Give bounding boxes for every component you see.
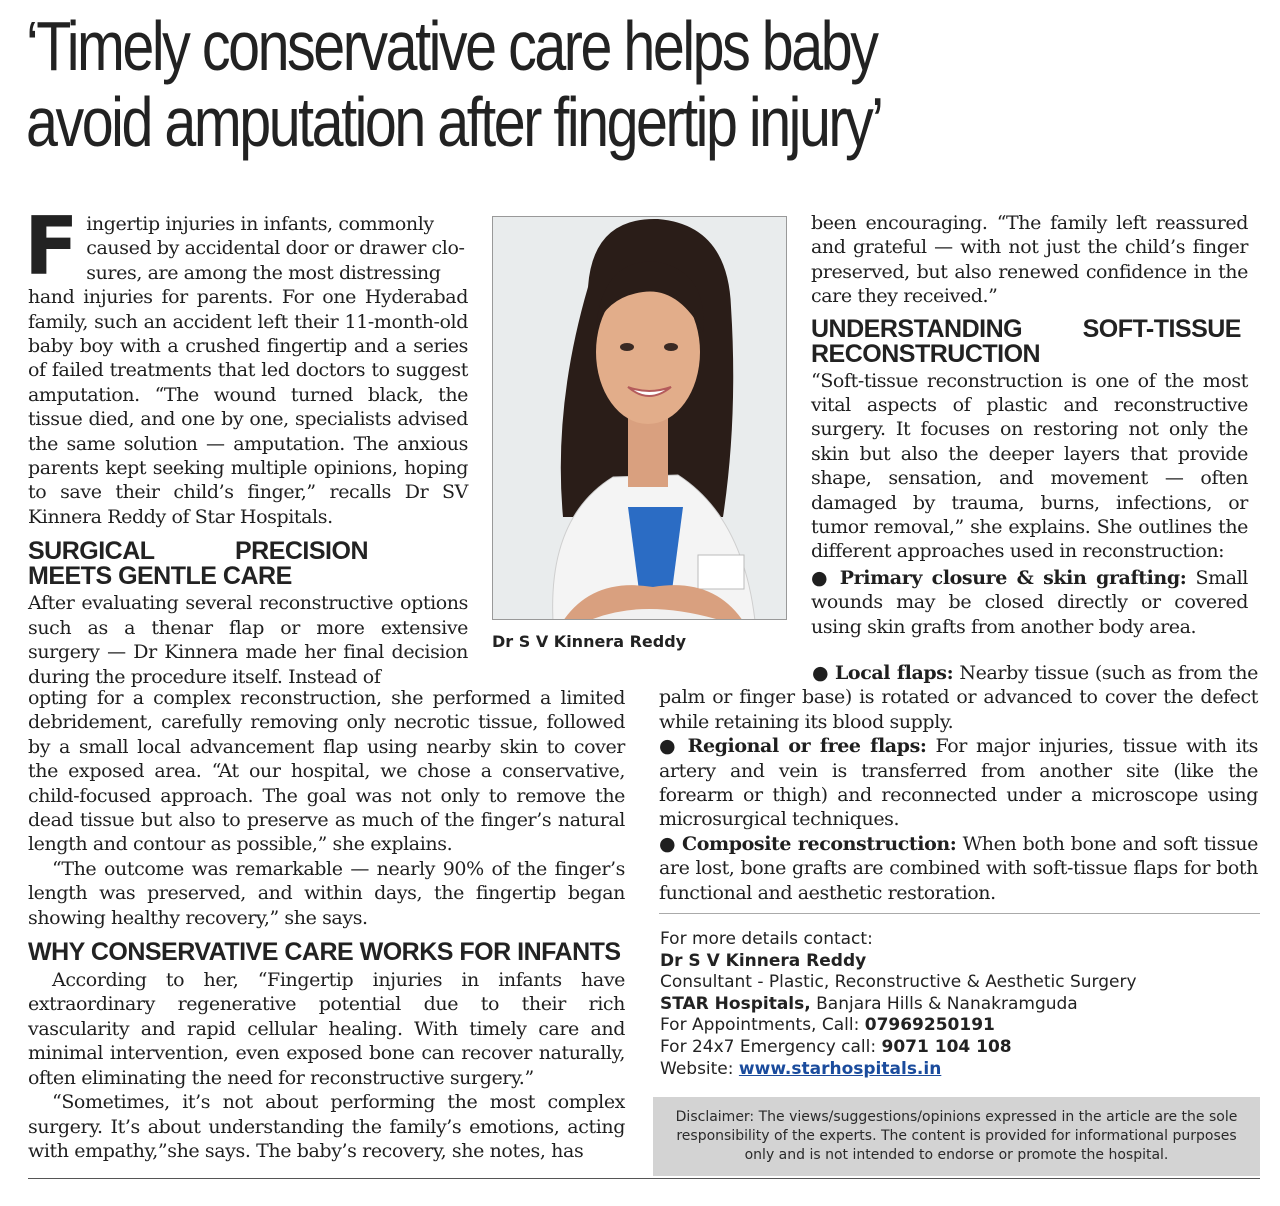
doctor-portrait — [493, 217, 787, 620]
website-link[interactable]: www.starhospitals.in — [738, 1058, 942, 1079]
disclaimer-text: Disclaimer: The views/suggestions/opinions expressed in the article are the sole responsibility of the experts. The content is provided for informational purposes only and is not intended to endorse or promote the hospital. — [675, 1109, 1238, 1163]
bullet-regional-flaps: ● Regional or free flaps: For major injuries, tissue with its artery and vein is transferred from another site (like the forearm or thigh) and reconnected under a microscope using microsurgical techniques. — [659, 735, 1258, 831]
lead-line-2: caused by accidental door or drawer clo- — [86, 237, 465, 260]
bullet-local-flaps-text: Nearby tissue (such as from the palm or finger base) is rotated or advanced to cover the defect while retaining its blood supply. — [659, 662, 1258, 733]
contact-name: Dr S V Kinnera Reddy — [660, 950, 867, 971]
lead-line-1: ingertip injuries in infants, commonly — [86, 213, 434, 235]
bullet-composite-lead: Composite reconstruction: — [682, 832, 957, 855]
contact-locations: Banjara Hills & Nanakramguda — [816, 993, 1078, 1014]
doctor-photo — [492, 216, 787, 620]
encouraging-paragraph: been encouraging. “The family left reassured and grateful — with not just the child’s finger preserved, but also renewed confidence in the care they received.” — [811, 212, 1248, 308]
photo-caption: Dr S V Kinnera Reddy — [492, 632, 687, 651]
bullet-primary-closure: ● Primary closure & skin grafting: Small wounds may be closed directly or covered using skin grafts from another body area. — [811, 566, 1248, 638]
section-heading-soft-tissue: UNDERSTANDING SOFT-TISSUE RECONSTRUCTION — [811, 314, 1241, 368]
bullet-composite: ● Composite reconstruction: When both bone and soft tissue are lost, bone grafts are combined with soft-tissue flaps for both functional and aesthetic restoration. — [659, 832, 1258, 904]
column-1-upper — [24, 200, 468, 689]
website-label: Website: — [660, 1058, 734, 1079]
contact-title: Consultant - Plastic, Reconstructive & Aesthetic Surgery — [660, 972, 1137, 993]
emergency-label: For 24x7 Emergency call: — [660, 1036, 877, 1057]
contact-emergency — [660, 1037, 1260, 1059]
contact-box — [660, 929, 1260, 1080]
section-heading-why-conservative: WHY CONSERVATIVE CARE WORKS FOR INFANTS — [28, 938, 621, 967]
surgical-paragraph-part-2: opting for a complex reconstruction, she performed a limited debridement, carefully removing only necrotic tissue, followed by a small local advancement flap using nearby skin to cover the exposed area. “At our hospital, we chose a conservative, child-focused approach. The goal was not only to remove the dead tissue but also to preserve as much of the finger’s natural length and contour as possible,” she explains. — [28, 687, 625, 856]
column-3-upper — [811, 211, 1248, 639]
column-3-lower — [659, 661, 1258, 905]
outcome-paragraph: “The outcome was remarkable — nearly 90% of the finger’s length was preserved, and within days, the fingertip began showing healthy recovery,” she says. — [28, 857, 625, 929]
drop-cap: F — [24, 200, 79, 293]
lead-line-3: sures, are among the most distressing — [86, 261, 441, 284]
bullet-local-flaps: ● Local flaps: Nearby tissue (such as from the palm or finger base) is rotated or advanced to cover the defect while retaining its blood supply. — [659, 662, 1258, 733]
contact-divider — [659, 913, 1260, 914]
headline-line-2: avoid amputation after fingertip injury’ — [26, 83, 882, 161]
soft-tissue-paragraph: “Soft-tissue reconstruction is one of the most vital aspects of plastic and reconstructive surgery. It focuses on restoring not only the skin but also the deeper layers that provide shape, sensation, and movement — often damaged by trauma, burns, infections, or tumor removal,” she explains. She outlines the different approaches used in reconstruction: — [811, 369, 1248, 563]
headline — [26, 8, 1043, 160]
regenerative-paragraph: According to her, “Fingertip injuries in infants have extraordinary regenerative potential due to their rich vascularity and rapid cellular healing. With timely care and minimal intervention, even exposed bone can recover naturally, often eliminating the need for reconstructive surgery.” — [28, 969, 625, 1089]
appointments-phone[interactable]: 07969250191 — [864, 1015, 995, 1036]
contact-hospital-line — [660, 994, 1260, 1016]
surgical-paragraph-part-1: After evaluating several reconstructive options such as a thenar flap or more extensive surgery — Dr Kinnera made her final decision during the procedure itself. Instead of — [28, 592, 468, 688]
bullet-composite-text: When both bone and soft tissue are lost, bone grafts are combined with soft-tissue flaps for both functional and aesthetic restoration. — [659, 832, 1258, 904]
bullet-primary-closure-text: Small wounds may be closed directly or covered using skin grafts from another body area. — [811, 566, 1248, 638]
disclaimer-box — [653, 1097, 1260, 1176]
contact-hospital: STAR Hospitals, — [660, 993, 811, 1014]
emergency-phone[interactable]: 9071 104 108 — [881, 1036, 1012, 1057]
bullet-primary-closure-lead: Primary closure & skin grafting: — [839, 566, 1187, 589]
contact-intro: For more details contact: — [660, 929, 873, 949]
bottom-rule — [28, 1178, 1260, 1179]
contact-appointments — [660, 1015, 1260, 1037]
bullet-local-flaps-lead: Local flaps: — [834, 662, 954, 684]
contact-website — [660, 1059, 1260, 1081]
headline-line-1: ‘Timely conservative care helps baby — [26, 7, 877, 85]
intro-paragraph: hand injuries for parents. For one Hyderabad family, such an accident left their 11-month-old baby boy with a crushed fingertip and a series of failed treatments that led doctors to suggest amputation. “The wound turned black, the tissue died, and one by one, specialists advised the same solution — amputation. The anxious parents kept seeking multiple opinions, hoping to save their child’s finger,” recalls Dr SV Kinnera Reddy of Star Hospitals. — [28, 286, 468, 528]
section-heading-surgical-precision: SURGICAL PRECISION MEETS GENTLE CARE — [28, 537, 368, 591]
appointments-label: For Appointments, Call: — [660, 1015, 860, 1036]
column-1-lower — [28, 686, 625, 1163]
bullet-regional-flaps-text: For major injuries, tissue with its artery and vein is transferred from another site (like the forearm or thigh) and reconnected under a microscope using microsurgical techniques. — [659, 735, 1258, 831]
empathy-paragraph: “Sometimes, it’s not about performing the most complex surgery. It’s about understanding the family’s emotions, acting with empathy,”she says. The baby’s recovery, she notes, has — [28, 1091, 625, 1162]
bullet-regional-flaps-lead: Regional or free flaps: — [687, 735, 927, 758]
